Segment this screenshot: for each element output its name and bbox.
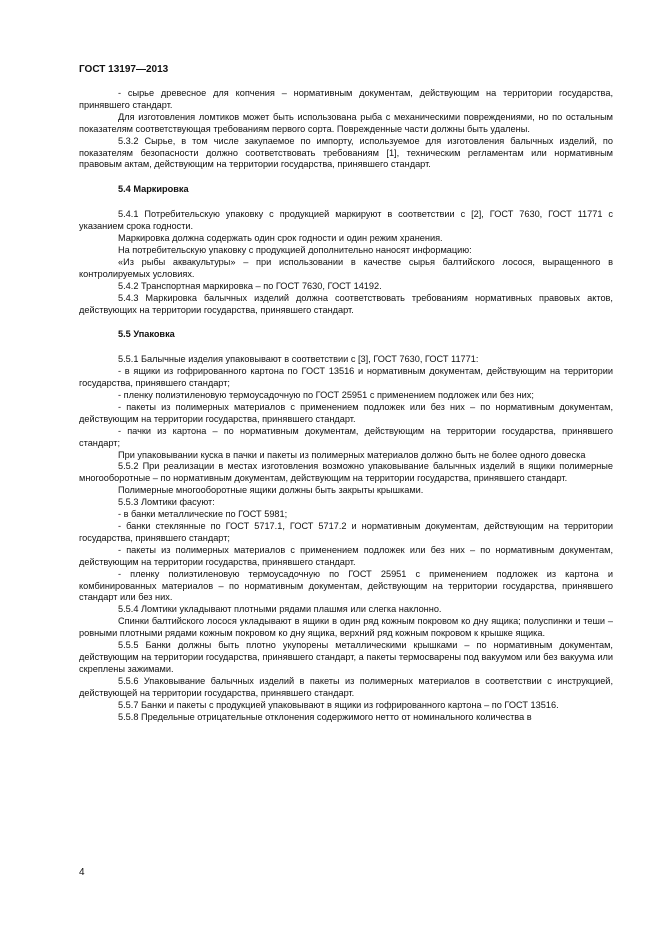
list-item: - пленку полиэтиленовую термоусадочную по ГОСТ 25951 с применением подложек из картона и комбинированных материалов – по нормативным документам, действующим на территории государства, принявшего стандарт или без них. [79,568,613,603]
list-item: - в ящики из гофрированного картона по ГОСТ 13516 и нормативным документам, действующим на территории государства, принявшего стандарт; [79,366,613,389]
paragraph: Спинки балтийского лосося укладывают в ящики в один ряд кожным покровом ко дну ящика; полуспинки и теши – ровными плотными рядами кожным покровом ко дну ящика, верхний ряд кожным покровом к крышке ящика. [79,616,613,639]
paragraph: 5.5.5 Банки должны быть плотно укупорены металлическими крышками – по нормативным документам, действующим на территории государства, принявшего стандарт, а пакеты термосварены под вакуумом или без вакуума или скреплены зажимами. [79,640,613,674]
document-body [79,88,613,723]
page-number: 4 [79,867,85,878]
document-header: ГОСТ 13197—2013 [79,64,169,75]
list-item: - пакеты из полимерных материалов с применением подложек или без них – по нормативным документам, действующим на территории государства, принявшего стандарт. [79,401,613,424]
section-heading-5-5: 5.5 Упаковка [118,329,175,340]
paragraph: 5.5.4 Ломтики укладывают плотными рядами плашмя или слегка наклонно. [118,604,442,615]
paragraph: 5.5.1 Балычные изделия упаковывают в соответствии с [3], ГОСТ 7630, ГОСТ 11771: [118,354,479,365]
paragraph: - сырье древесное для копчения – нормативным документам, действующим на территории государства, принявшего стандарт. [79,88,613,110]
paragraph: Маркировка должна содержать один срок годности и один режим хранения. [118,233,443,244]
paragraph: При упаковывании куска в пачки и пакеты из полимерных материалов должно быть не более одного довеска [118,449,586,460]
section-heading-5-4: 5.4 Маркировка [118,184,189,195]
paragraph: Для изготовления ломтиков может быть использована рыба с механическими повреждениями, но по остальным показателям соответствующая требованиям первого сорта. Поврежденные части должны быть удалены. [79,111,613,134]
list-item: - пленку полиэтиленовую термоусадочную по ГОСТ 25951 с применением подложек или без них; [118,390,534,401]
paragraph: 5.5.7 Банки и пакеты с продукцией упаковывают в ящики из гофрированного картона – по ГОСТ 13516. [118,699,559,710]
list-item: - пакеты из полимерных материалов с применением подложек или без них – по нормативным документам, действующим на территории государства, принявшего стандарт. [79,544,613,567]
paragraph: 5.4.3 Маркировка балычных изделий должна соответствовать требованиям нормативных правовых актов, действующих на территории государства, принявшего стандарт. [79,292,613,315]
list-item: - в банки металлические по ГОСТ 5981; [118,509,288,520]
list-item: - банки стеклянные по ГОСТ 5717.1, ГОСТ 5717.2 и нормативным документам, действующим на территории государства, принявшего стандарт; [79,521,613,543]
paragraph: 5.5.6 Упаковывание балычных изделий в пакеты из полимерных материалов в соответствии с инструкцией, действующей на территории государства, принявшего стандарт. [79,675,613,698]
paragraph: 5.5.3 Ломтики фасуют: [118,497,215,508]
paragraph: 5.5.2 При реализации в местах изготовления возможно упаковывание балычных изделий в ящики полимерные многооборотные – по нормативным документам, действующим на территории государства, принявшего стандарт. [79,461,613,484]
paragraph: «Из рыбы аквакультуры» – при использовании в качестве сырья балтийского лосося, выращенного в контролируемых условиях. [79,256,613,279]
paragraph: 5.4.1 Потребительскую упаковку с продукцией маркируют в соответствии с [2], ГОСТ 7630, ГОСТ 11771 с указанием срока годности. [79,209,613,232]
paragraph: Полимерные многооборотные ящики должны быть закрыты крышками. [118,485,424,496]
paragraph: 5.3.2 Сырье, в том числе закупаемое по импорту, используемое для изготовления балычных изделий, по показателям безопасности должно соответствовать требованиям [1], техническим регламентам или нормативным правовым актам, действующим на территории государства, принявшего стандарт. [79,135,613,170]
paragraph: 5.4.2 Транспортная маркировка – по ГОСТ 7630, ГОСТ 14192. [118,280,382,291]
list-item: - пачки из картона – по нормативным документам, действующим на территории государства, принявшего стандарт; [79,425,613,448]
paragraph: 5.5.8 Предельные отрицательные отклонения содержимого нетто от номинального количества в [118,711,532,722]
paragraph: На потребительскую упаковку с продукцией дополнительно наносят информацию: [118,244,472,255]
